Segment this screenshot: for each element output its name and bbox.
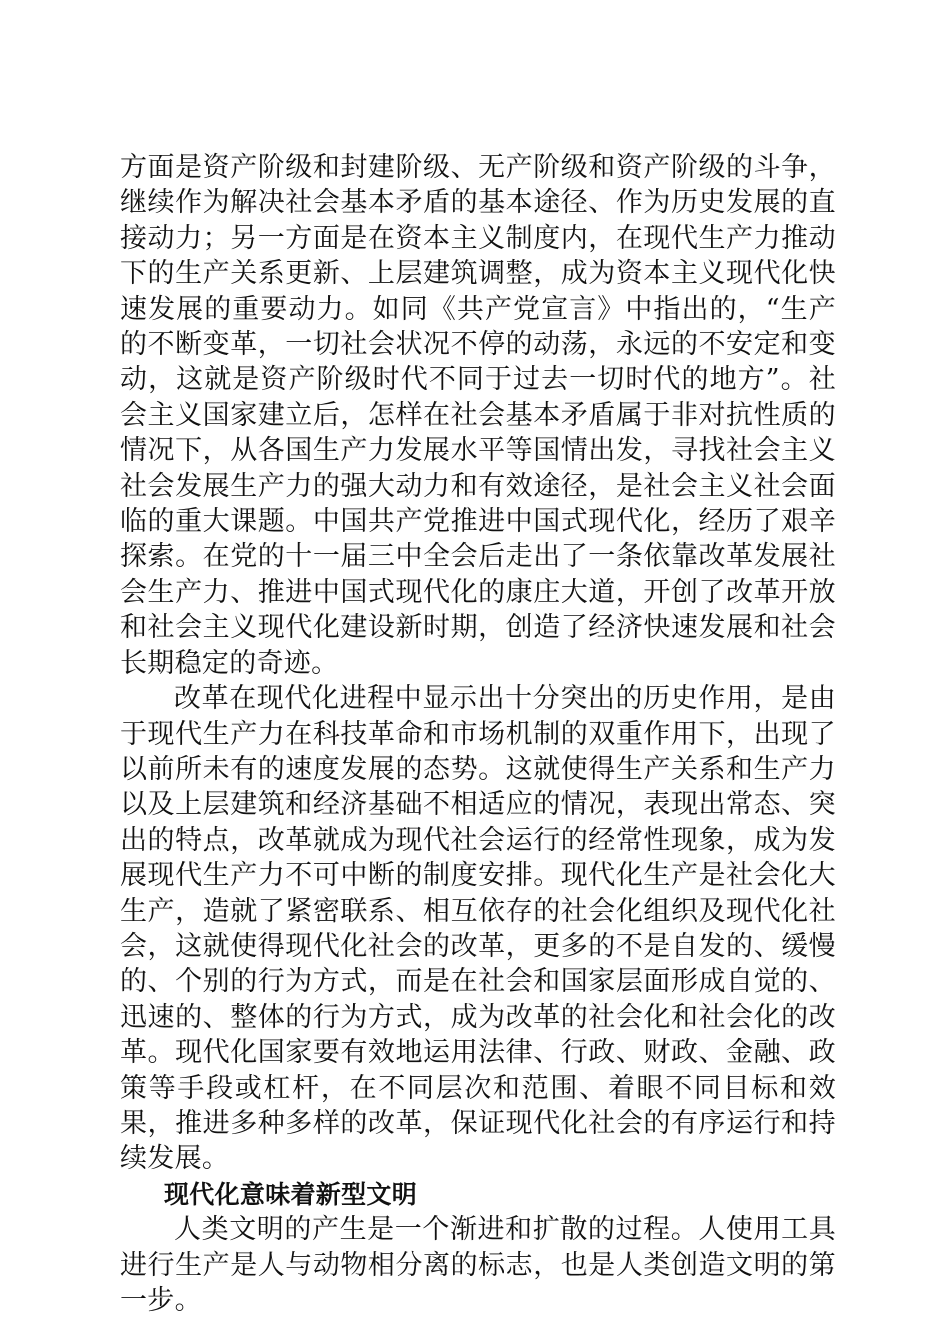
document-body bbox=[120, 150, 836, 1318]
paragraph-continuation: 方面是资产阶级和封建阶级、无产阶级和资产阶级的斗争，继续作为解决社会基本矛盾的基本途径、作为历史发展的直接动力；另一方面是在资本主义制度内，在现代生产力推动下的生产关系更新、上层建筑调整，成为资本主义现代化快速发展的重要动力。如同《共产党宣言》中指出的，“生产的不断变革，一切社会状况不停的动荡，永远的不安定和变动，这就是资产阶级时代不同于过去一切时代的地方”。社会主义国家建立后，怎样在社会基本矛盾属于非对抗性质的情况下，从各国生产力发展水平等国情出发，寻找社会主义社会发展生产力的强大动力和有效途径，是社会主义社会面临的重大课题。中国共产党推进中国式现代化，经历了艰辛探索。在党的十一届三中全会后走出了一条依靠改革发展社会生产力、推进中国式现代化的康庄大道，开创了改革开放和社会主义现代化建设新时期，创造了经济快速发展和社会长期稳定的奇迹。 bbox=[120, 152, 836, 679]
paragraph-civilization: 人类文明的产生是一个渐进和扩散的过程。人使用工具进行生产是人与动物相分离的标志，也是人类创造文明的第一步。 bbox=[120, 1214, 836, 1316]
paragraph-reform: 改革在现代化进程中显示出十分突出的历史作用，是由于现代生产力在科技革命和市场机制的双重作用下，出现了以前所未有的速度发展的态势。这就使得生产关系和生产力以及上层建筑和经济基础不相适应的情况，表现出常态、突出的特点，改革就成为现代社会运行的经常性现象，成为发展现代生产力不可中断的制度安排。现代化生产是社会化大生产，造就了紧密联系、相互依存的社会化组织及现代化社会，这就使得现代化社会的改革，更多的不是自发的、缓慢的、个别的行为方式，而是在社会和国家层面形成自觉的、迅速的、整体的行为方式，成为改革的社会化和社会化的改革。现代化国家要有效地运用法律、行政、财政、金融、政策等手段或杠杆，在不同层次和范围、着眼不同目标和效果，推进多种多样的改革，保证现代化社会的有序运行和持续发展。 bbox=[120, 683, 836, 1175]
section-heading: 现代化意味着新型文明 bbox=[164, 1179, 418, 1209]
